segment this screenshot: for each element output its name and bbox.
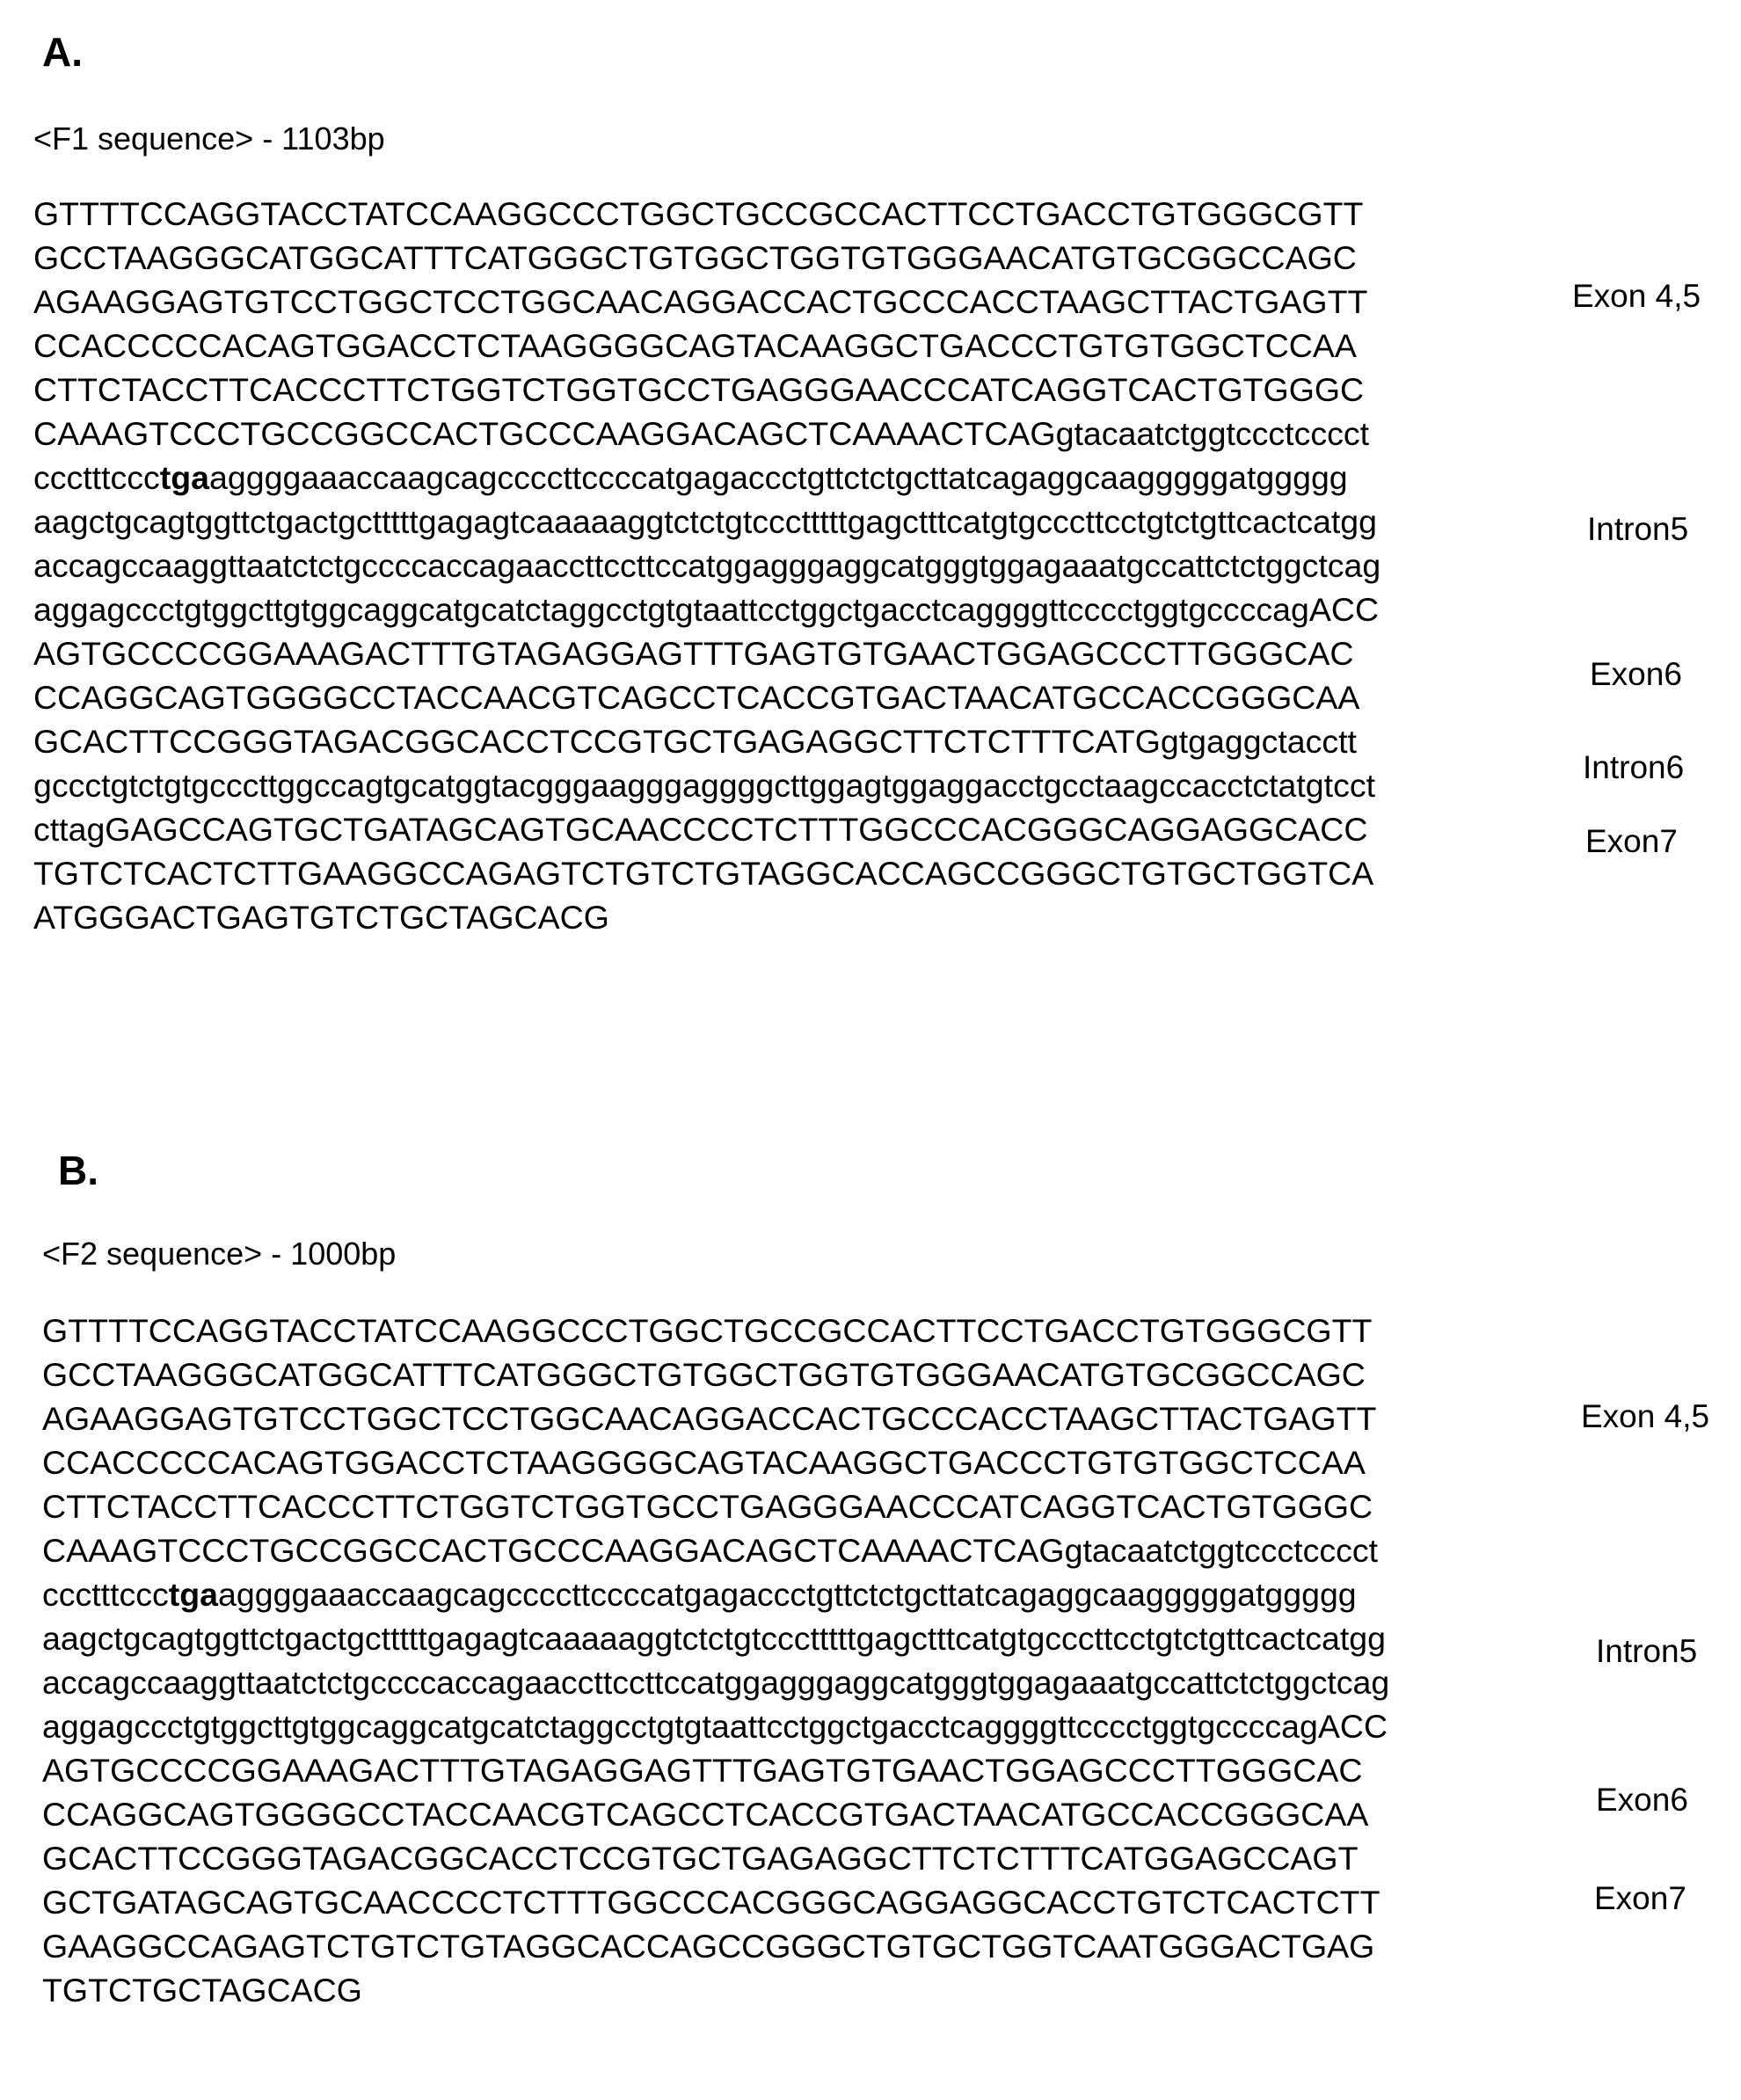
region-label-intron6: Intron6 xyxy=(1583,749,1685,785)
panel-letter: A. xyxy=(42,29,83,75)
sequence-line: CCAGGCAGTGGGGCCTACCAACGTCAGCCTCACCGTGACTAACATGCCACCGGGCAA xyxy=(33,679,1360,716)
sequence-line: aagctgcagtggttctgactgctttttgagagtcaaaaaggtctctgtccctttttgagctttcatgtgcccttcctgtctgttcactcatgg xyxy=(33,503,1377,540)
sequence-line: GCTGATAGCAGTGCAACCCCTCTTTGGCCCACGGGCAGGAGGCACCTGTCTCACTCTT xyxy=(42,1884,1380,1921)
region-label-exon-4-5: Exon 4,5 xyxy=(1572,278,1701,314)
sequence-line: CCACCCCCACAGTGGACCTCTAAGGGGCAGTACAAGGCTGACCCTGTGTGGCTCCAA xyxy=(42,1444,1366,1481)
sequence-line: ccctttccctgaaggggaaaccaagcagccccttccccatgagaccctgttctctgcttatcagaggcaagggggatggggg xyxy=(42,1576,1357,1613)
sequence-line: GCCTAAGGGCATGGCATTTCATGGGCTGTGGCTGGTGTGGGAACATGTGCGGCCAGC xyxy=(42,1356,1366,1393)
sequence-line: cttagGAGCCAGTGCTGATAGCAGTGCAACCCCTCTTTGGCCCACGGGCAGGAGGCACC xyxy=(33,811,1368,848)
sequence-line: CAAAGTCCCTGCCGGCCACTGCCCAAGGACAGCTCAAAACTCAGgtacaatctggtccctcccct xyxy=(42,1532,1378,1569)
region-label-intron5: Intron5 xyxy=(1587,511,1689,547)
stop-codon-highlight: tga xyxy=(159,459,210,496)
region-label-exon6: Exon6 xyxy=(1596,1782,1688,1818)
sequence-line: TGTCTGCTAGCACG xyxy=(42,1972,362,2009)
sequence-line: GTTTTCCAGGTACCTATCCAAGGCCCTGGCTGCCGCCACTTCCTGACCTGTGGGCGTT xyxy=(42,1312,1373,1349)
sequence-line: AGTGCCCCGGAAAGACTTTGTAGAGGAGTTTGAGTGTGAACTGGAGCCCTTGGGCAC xyxy=(33,635,1354,672)
region-label-exon7: Exon7 xyxy=(1594,1880,1686,1916)
sequence-title: <F2 sequence> - 1000bp xyxy=(42,1236,397,1272)
sequence-line: AGTGCCCCGGAAAGACTTTGTAGAGGAGTTTGAGTGTGAACTGGAGCCCTTGGGCAC xyxy=(42,1752,1363,1789)
panel-letter: B. xyxy=(58,1148,98,1193)
sequence-line: AGAAGGAGTGTCCTGGCTCCTGGCAACAGGACCACTGCCCACCTAAGCTTACTGAGTT xyxy=(42,1400,1377,1437)
sequence-line: GTTTTCCAGGTACCTATCCAAGGCCCTGGCTGCCGCCACTTCCTGACCTGTGGGCGTT xyxy=(33,195,1364,232)
region-label-exon6: Exon6 xyxy=(1590,656,1682,692)
sequence-line: aggagccctgtggcttgtggcaggcatgcatctaggcctgtgtaattcctggctgacctcaggggttcccctggtgccccagACC xyxy=(33,591,1380,628)
sequence-line: GCCTAAGGGCATGGCATTTCATGGGCTGTGGCTGGTGTGGGAACATGTGCGGCCAGC xyxy=(33,239,1357,276)
sequence-line: accagccaaggttaatctctgccccaccagaaccttccttccatggagggaggcatgggtggagaaatgccattctctggctcag xyxy=(33,547,1381,584)
sequence-line: GAAGGCCAGAGTCTGTCTGTAGGCACCAGCCGGGCTGTGCTGGTCAATGGGACTGAG xyxy=(42,1928,1375,1965)
sequence-line: GCACTTCCGGGTAGACGGCACCTCCGTGCTGAGAGGCTTCTCTTTCATGGAGCCAGT xyxy=(42,1840,1359,1877)
region-label-intron5: Intron5 xyxy=(1596,1633,1698,1669)
sequence-line: aagctgcagtggttctgactgctttttgagagtcaaaaaggtctctgtccctttttgagctttcatgtgcccttcctgtctgttcactcatgg xyxy=(42,1620,1386,1657)
sequence-line: GCACTTCCGGGTAGACGGCACCTCCGTGCTGAGAGGCTTCTCTTTCATGgtgaggctacctt xyxy=(33,723,1357,760)
sequence-line: CAAAGTCCCTGCCGGCCACTGCCCAAGGACAGCTCAAAACTCAGgtacaatctggtccctcccct xyxy=(33,415,1369,452)
sequence-block xyxy=(33,192,1380,939)
sequence-line: ccctttccctgaaggggaaaccaagcagccccttccccatgagaccctgttctctgcttatcagaggcaagggggatggggg xyxy=(33,459,1348,496)
panel-b xyxy=(0,1090,1741,2100)
region-label-exon-4-5: Exon 4,5 xyxy=(1581,1398,1710,1434)
sequence-line: TGTCTCACTCTTGAAGGCCAGAGTCTGTCTGTAGGCACCAGCCGGGCTGTGCTGGTCA xyxy=(33,855,1374,892)
sequence-line: ATGGGACTGAGTGTCTGCTAGCACG xyxy=(33,899,609,936)
sequence-title: <F1 sequence> - 1103bp xyxy=(33,120,385,157)
sequence-line: CCACCCCCACAGTGGACCTCTAAGGGGCAGTACAAGGCTGACCCTGTGTGGCTCCAA xyxy=(33,327,1357,364)
sequence-line: aggagccctgtggcttgtggcaggcatgcatctaggcctgtgtaattcctggctgacctcaggggttcccctggtgccccagACC xyxy=(42,1708,1388,1745)
sequence-line: AGAAGGAGTGTCCTGGCTCCTGGCAACAGGACCACTGCCCACCTAAGCTTACTGAGTT xyxy=(33,283,1368,320)
sequence-block xyxy=(42,1309,1389,2012)
sequence-line: CTTCTACCTTCACCCTTCTGGTCTGGTGCCTGAGGGAACCCATCAGGTCACTGTGGGC xyxy=(42,1488,1373,1525)
stop-codon-highlight: tga xyxy=(168,1576,219,1613)
sequence-line: CCAGGCAGTGGGGCCTACCAACGTCAGCCTCACCGTGACTAACATGCCACCGGGCAA xyxy=(42,1796,1369,1833)
sequence-line: gccctgtctgtgcccttggccagtgcatggtacgggaagggaggggcttggagtggaggacctgcctaagccacctctatgtcct xyxy=(33,767,1376,804)
region-label-exon7: Exon7 xyxy=(1585,823,1678,859)
sequence-line: CTTCTACCTTCACCCTTCTGGTCTGGTGCCTGAGGGAACCCATCAGGTCACTGTGGGC xyxy=(33,371,1365,408)
sequence-line: accagccaaggttaatctctgccccaccagaaccttccttccatggagggaggcatgggtggagaaatgccattctctggctcag xyxy=(42,1664,1390,1701)
